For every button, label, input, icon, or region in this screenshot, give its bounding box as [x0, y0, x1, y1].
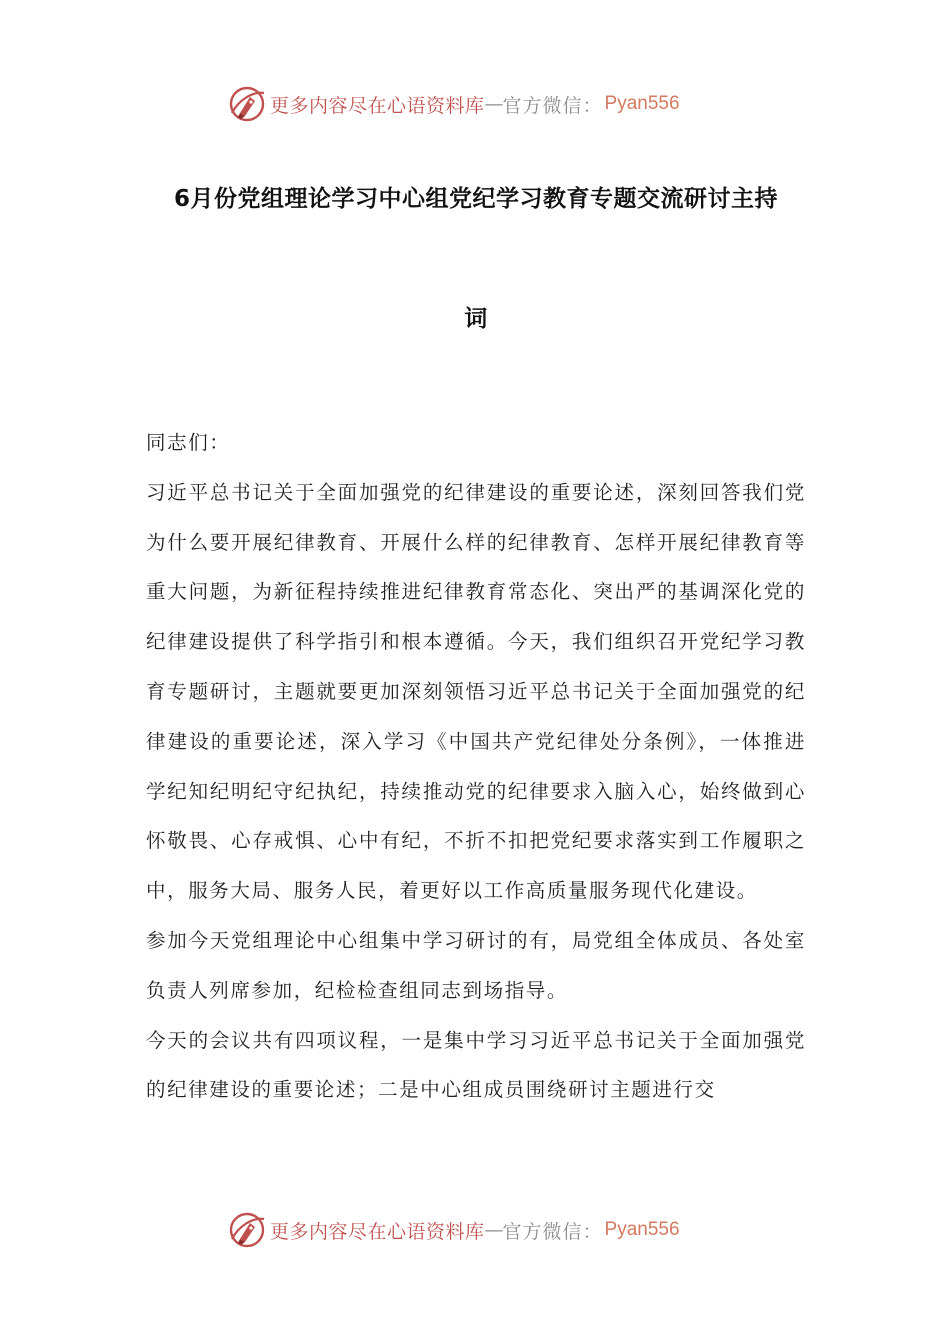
document-title-line-2: 词: [464, 306, 488, 332]
body-paragraph-3: 今天的会议共有四项议程，一是集中学习习近平总书记关于全面加强党的纪律建设的重要论述；二是中心组成员围绕研讨主题进行交: [146, 1028, 806, 1102]
banner-dash: —: [484, 1219, 503, 1241]
banner-wechat-id: Pyan556: [604, 1219, 680, 1240]
salutation: 同志们：: [146, 431, 231, 454]
document-title-line-1: 6月份党组理论学习中心组党纪学习教育专题交流研讨主持: [173, 186, 778, 212]
banner-main-text: 更多内容尽在心语资料库: [270, 94, 485, 117]
pen-nib-logo-icon: [226, 83, 268, 125]
banner-wechat-id: Pyan556: [604, 93, 680, 114]
footer-banner: [226, 1208, 680, 1252]
banner-label: 官方微信：: [502, 94, 603, 117]
header-banner: [226, 82, 680, 126]
pen-nib-logo-icon: [226, 1209, 268, 1251]
banner-main-text: 更多内容尽在心语资料库: [270, 1220, 485, 1243]
body-paragraph-1: 习近平总书记关于全面加强党的纪律建设的重要论述，深刻回答我们党为什么要开展纪律教育、开展什么样的纪律教育、怎样开展纪律教育等重大问题，为新征程持续推进纪律教育常态化、突出严的基调深化党的纪律建设提供了科学指引和根本遵循。今天，我们组织召开党纪学习教育专题研讨，主题就要更加深刻领悟习近平总书记关于全面加强党的纪律建设的重要论述，深入学习《中国共产党纪律处分条例》，一体推进学纪知纪明纪守纪执纪，持续推动党的纪律要求入脑入心，始终做到心怀敬畏、心存戒惧、心中有纪，不折不扣把党纪要求落实到工作履职之中，服务大局、服务人民，着更好以工作高质量服务现代化建设。: [146, 480, 806, 903]
banner-dash: —: [484, 93, 503, 115]
banner-label: 官方微信：: [502, 1220, 603, 1243]
document-body: [146, 418, 806, 1115]
body-paragraph-2: 参加今天党组理论中心组集中学习研讨的有，局党组全体成员、各处室负责人列席参加，纪检检查组同志到场指导。: [146, 928, 806, 1002]
